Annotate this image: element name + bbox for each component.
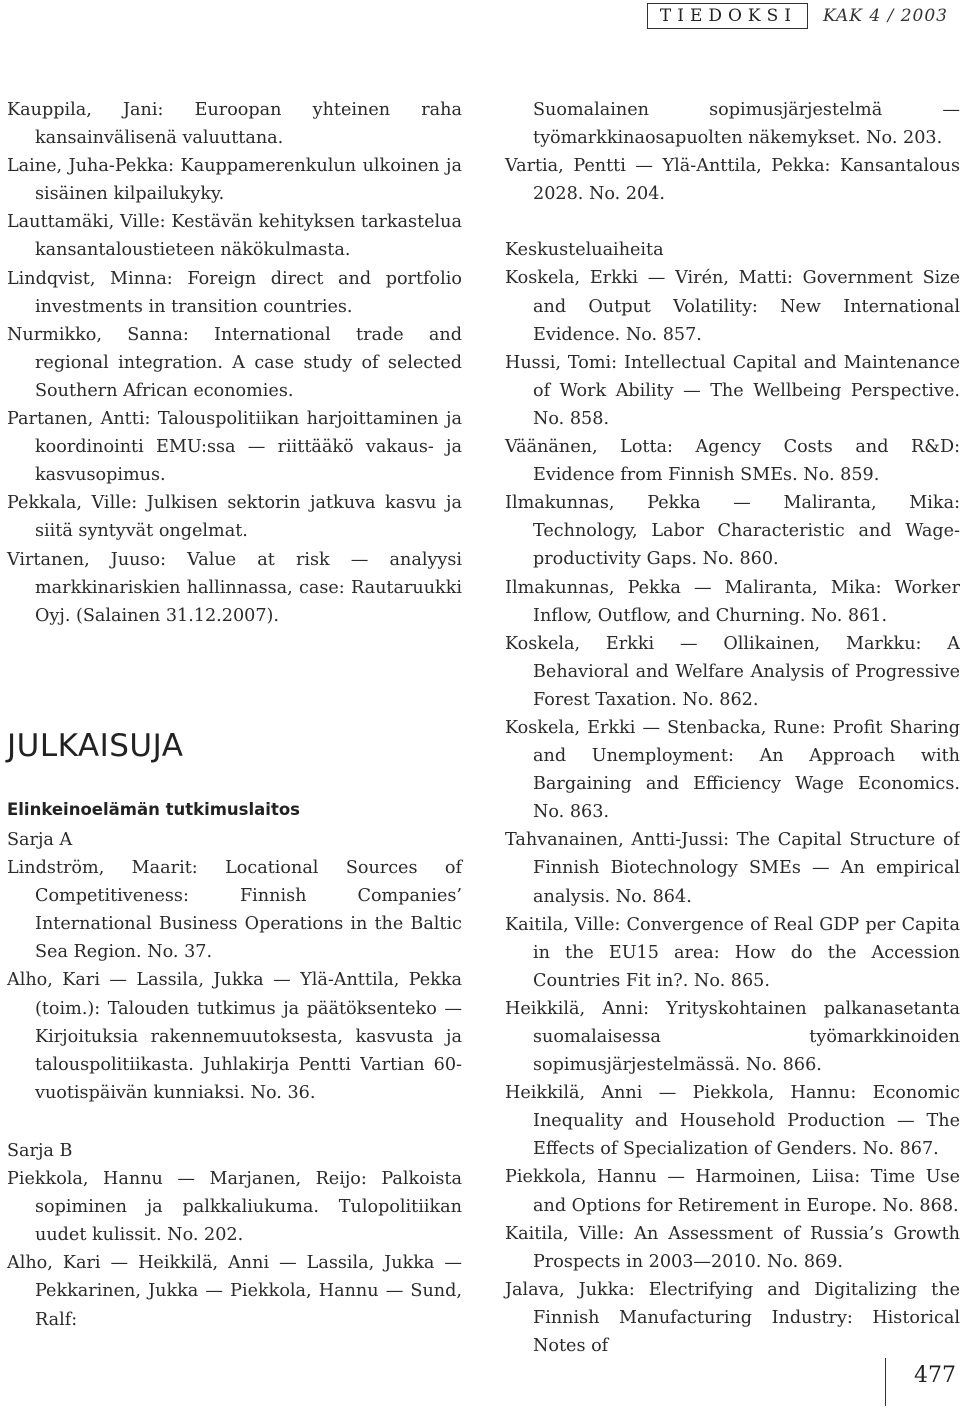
issue-label: KAK 4 / 2003 — [822, 6, 948, 26]
continued-entry: Suomalainen sopimusjärjestelmä — työmarkkinaosapuolten näkemykset. No. 203. — [533, 100, 960, 149]
list-item: Hussi, Tomi: Intellectual Capital and Maintenance of Work Ability — The Wellbeing Perspective. No. 858. — [505, 352, 960, 429]
series-a-label: Sarja A — [7, 830, 73, 850]
footer-divider — [885, 1358, 886, 1406]
right-column — [505, 96, 960, 1360]
list-item: Koskela, Erkki — Ollikainen, Markku: A Behavioral and Welfare Analysis of Progressive Forest Taxation. No. 862. — [505, 633, 960, 710]
list-item: Laine, Juha-Pekka: Kauppamerenkulun ulkoinen ja sisäinen kilpailukyky. — [7, 156, 462, 205]
list-item: Vartia, Pentti — Ylä-Anttila, Pekka: Kansantalous 2028. No. 204. — [505, 156, 960, 205]
list-item: Koskela, Erkki — Stenbacka, Rune: Profit Sharing and Unemployment: An Approach with Bargaining and Efficiency Wage Economics. No. 863. — [505, 717, 960, 823]
list-item: Pekkala, Ville: Julkisen sektorin jatkuva kasvu ja siitä syntyvät ongelmat. — [7, 493, 462, 542]
list-item: Koskela, Erkki — Virén, Matti: Government Size and Output Volatility: New International Evidence. No. 857. — [505, 268, 960, 345]
list-item: Tahvanainen, Antti-Jussi: The Capital Structure of Finnish Biotechnology SMEs — An empirical analysis. No. 864. — [505, 830, 960, 907]
series-b-block — [7, 1137, 462, 1334]
list-item: Jalava, Jukka: Electrifying and Digitalizing the Finnish Manufacturing Industry: Historical Notes of — [505, 1279, 960, 1357]
list-item: Kaitila, Ville: Convergence of Real GDP per Capita in the EU15 area: How do the Accession Countries Fit in?. No. 865. — [505, 914, 960, 991]
list-item: Lindqvist, Minna: Foreign direct and portfolio investments in transition countries. — [7, 268, 462, 317]
list-item: Lindström, Maarit: Locational Sources of Competitiveness: Finnish Companies’ International Business Operations in the Baltic Sea Region. No. 37. — [7, 858, 462, 963]
list-item: Kauppila, Jani: Euroopan yhteinen raha kansainvälisenä valuuttana. — [7, 100, 462, 149]
discussion-papers-label: Keskusteluaiheita — [505, 240, 664, 261]
list-item: Virtanen, Juuso: Value at risk — analyysi markkinariskien hallinnassa, case: Rautaruukki Oyj. (Salainen 31.12.2007). — [7, 549, 462, 626]
series-a-block — [7, 826, 462, 1107]
list-item: Kaitila, Ville: An Assessment of Russia’s Growth Prospects in 2003—2010. No. 869. — [505, 1223, 960, 1272]
institute-heading: Elinkeinoelämän tutkimuslaitos — [7, 800, 300, 819]
list-item: Alho, Kari — Lassila, Jukka — Ylä-Anttila, Pekka (toim.): Talouden tutkimus ja päätöksenteko — Kirjoituksia rakennemuutoksesta, kasvusta ja talouspolitiikasta. Juhlakirja Pentti Vartian 60-vuotispäivän kunniaksi. No. 36. — [7, 970, 462, 1103]
list-item: Lauttamäki, Ville: Kestävän kehityksen tarkastelua kansantaloustieteen näkökulmasta. — [7, 212, 462, 261]
list-item: Ilmakunnas, Pekka — Maliranta, Mika: Technology, Labor Characteristic and Wage-productivity Gaps. No. 860. — [505, 493, 960, 570]
series-b-label: Sarja B — [7, 1141, 73, 1161]
list-item: Heikkilä, Anni: Yrityskohtainen palkanasetanta suomalaisessa työmarkkinoiden sopimusjärjestelmässä. No. 866. — [505, 998, 960, 1076]
left-column — [7, 96, 462, 630]
list-item: Alho, Kari — Heikkilä, Anni — Lassila, Jukka — Pekkarinen, Jukka — Piekkola, Hannu — Sund, Ralf: — [7, 1253, 462, 1330]
running-header — [647, 3, 948, 29]
publications-heading: JULKAISUJA — [7, 728, 184, 764]
list-item: Piekkola, Hannu — Marjanen, Reijo: Palkoista sopiminen ja palkkaliukuma. Tulopolitiikan uudet kulissit. No. 202. — [7, 1169, 462, 1246]
list-item: Heikkilä, Anni — Piekkola, Hannu: Economic Inequality and Household Production — The Effects of Specialization of Genders. No. 867. — [505, 1083, 960, 1160]
section-label: TIEDOKSI — [647, 3, 808, 29]
page-number: 477 — [914, 1363, 956, 1388]
list-item: Ilmakunnas, Pekka — Maliranta, Mika: Worker Inflow, Outflow, and Churning. No. 861. — [505, 577, 960, 626]
list-item: Piekkola, Hannu — Harmoinen, Liisa: Time Use and Options for Retirement in Europe. No. 868. — [505, 1167, 960, 1216]
list-item: Nurmikko, Sanna: International trade and regional integration. A case study of selected Southern African economies. — [7, 324, 462, 401]
list-item: Väänänen, Lotta: Agency Costs and R&D: Evidence from Finnish SMEs. No. 859. — [505, 437, 960, 486]
list-item: Partanen, Antti: Talouspolitiikan harjoittaminen ja koordinointi EMU:ssa — riittääkö vakaus- ja kasvusopimus. — [7, 409, 462, 486]
